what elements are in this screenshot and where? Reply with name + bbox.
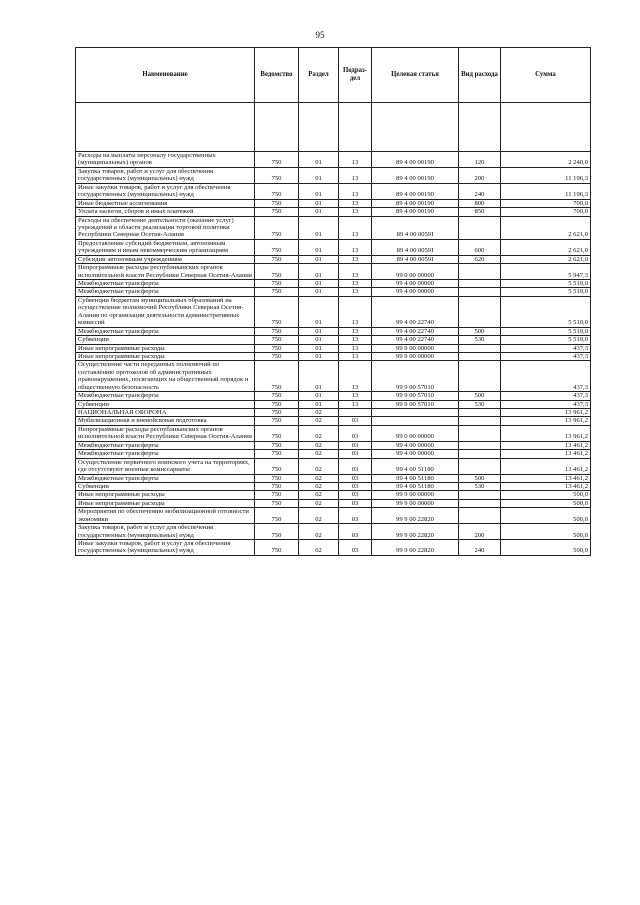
row-amount: 11 196,3: [501, 183, 591, 199]
row-section: 01: [299, 199, 339, 207]
table-row: [76, 482, 591, 490]
row-subsection: 03: [339, 499, 372, 507]
row-section: 02: [299, 425, 339, 441]
row-section: 01: [299, 167, 339, 183]
row-department: 750: [255, 255, 299, 263]
row-subsection: 13: [339, 280, 372, 288]
row-department: 750: [255, 239, 299, 255]
header-subsection: Подраз-дел: [339, 48, 372, 103]
budget-table: [75, 47, 591, 556]
table-row: [76, 183, 591, 199]
row-subsection: 13: [339, 216, 372, 239]
row-subsection: 13: [339, 152, 372, 168]
row-name: Мобилизационная и вневойсковая подготовка: [76, 417, 255, 425]
table-row: [76, 450, 591, 458]
row-target-article: 99 9 00 22820: [372, 540, 459, 556]
row-expense-type: [459, 491, 501, 499]
header-expense-type: Вид расхода: [459, 48, 501, 103]
row-expense-type: 500: [459, 474, 501, 482]
row-expense-type: 850: [459, 208, 501, 216]
row-target-article: 99 4 00 51180: [372, 482, 459, 490]
row-amount: 13 961,2: [501, 417, 591, 425]
row-section: 01: [299, 352, 339, 360]
row-name: Межбюджетные трансферты: [76, 450, 255, 458]
row-department: 750: [255, 540, 299, 556]
row-target-article: 99 4 00 51180: [372, 474, 459, 482]
row-amount: 437,3: [501, 361, 591, 392]
row-subsection: 03: [339, 474, 372, 482]
row-subsection: 13: [339, 327, 372, 335]
row-department: 750: [255, 499, 299, 507]
table-row: [76, 255, 591, 263]
row-expense-type: [459, 425, 501, 441]
row-subsection: 13: [339, 208, 372, 216]
row-target-article: 99 0 00 00000: [372, 264, 459, 280]
row-department: 750: [255, 491, 299, 499]
row-expense-type: 500: [459, 327, 501, 335]
row-department: 750: [255, 208, 299, 216]
row-department: 750: [255, 183, 299, 199]
row-name: Мероприятия по обеспечению мобилизационной готовности экономики: [76, 508, 255, 524]
row-section: 02: [299, 450, 339, 458]
table-row: [76, 167, 591, 183]
row-name: Субсидии автономным учреждениям: [76, 255, 255, 263]
row-subsection: 03: [339, 540, 372, 556]
row-subsection: 13: [339, 352, 372, 360]
row-name: Расходы на выплаты персоналу государственных (муниципальных) органов: [76, 152, 255, 168]
row-name: Межбюджетные трансферты: [76, 392, 255, 400]
row-name: Иные непрограммные расходы: [76, 491, 255, 499]
row-name: Иные непрограммные расходы: [76, 344, 255, 352]
table-row: [76, 458, 591, 474]
row-expense-type: [459, 288, 501, 296]
row-section: 01: [299, 288, 339, 296]
row-department: 750: [255, 474, 299, 482]
row-amount: 5 510,0: [501, 327, 591, 335]
row-expense-type: 240: [459, 183, 501, 199]
table-row: [76, 344, 591, 352]
row-amount: 5 510,0: [501, 280, 591, 288]
table-row: [76, 491, 591, 499]
row-section: 01: [299, 239, 339, 255]
row-subsection: 03: [339, 425, 372, 441]
row-subsection: 13: [339, 344, 372, 352]
table-row: [76, 352, 591, 360]
row-expense-type: [459, 264, 501, 280]
row-section: 01: [299, 152, 339, 168]
row-expense-type: [459, 280, 501, 288]
row-target-article: 99 9 00 57010: [372, 392, 459, 400]
row-name: Предоставление субсидий бюджетным, автономным учреждениям и иным некоммерческим организациям: [76, 239, 255, 255]
row-section: 01: [299, 361, 339, 392]
row-amount: 437,3: [501, 400, 591, 408]
row-amount: 5 510,0: [501, 288, 591, 296]
row-department: 750: [255, 508, 299, 524]
row-section: 02: [299, 540, 339, 556]
row-expense-type: 200: [459, 524, 501, 540]
row-expense-type: [459, 344, 501, 352]
row-amount: 13 461,2: [501, 458, 591, 474]
row-name: Субвенции: [76, 482, 255, 490]
row-department: 750: [255, 327, 299, 335]
row-amount: 13 961,2: [501, 409, 591, 417]
row-target-article: 99 9 00 22820: [372, 508, 459, 524]
row-target-article: 99 9 00 00000: [372, 344, 459, 352]
row-subsection: [339, 409, 372, 417]
row-name: Уплата налогов, сборов и иных платежей: [76, 208, 255, 216]
row-department: 750: [255, 482, 299, 490]
row-expense-type: [459, 458, 501, 474]
row-amount: 2 621,0: [501, 255, 591, 263]
row-expense-type: 200: [459, 167, 501, 183]
row-target-article: 99 4 00 00000: [372, 450, 459, 458]
row-section: 01: [299, 327, 339, 335]
row-name: Непрограммные расходы республиканских органов исполнительной власти Республики Северная Осетия-Алания: [76, 425, 255, 441]
row-name: Межбюджетные трансферты: [76, 327, 255, 335]
row-amount: 2 621,0: [501, 216, 591, 239]
row-name: Непрограммные расходы республиканских органов исполнительной власти Республики Северная Осетия-Алания: [76, 264, 255, 280]
row-target-article: 89 4 00 00190: [372, 152, 459, 168]
row-subsection: 03: [339, 458, 372, 474]
row-subsection: 13: [339, 336, 372, 344]
row-department: 750: [255, 288, 299, 296]
table-row: [76, 239, 591, 255]
row-target-article: 99 4 00 00000: [372, 441, 459, 449]
header-row: [76, 48, 591, 103]
row-department: 750: [255, 352, 299, 360]
header-department: Ведомство: [255, 48, 299, 103]
row-name: Субвенции: [76, 336, 255, 344]
row-name: Субвенции: [76, 400, 255, 408]
row-section: 01: [299, 296, 339, 327]
row-subsection: 03: [339, 450, 372, 458]
row-amount: 500,0: [501, 508, 591, 524]
row-name: Иные непрограммные расходы: [76, 499, 255, 507]
row-subsection: 03: [339, 417, 372, 425]
row-section: 01: [299, 208, 339, 216]
row-expense-type: 530: [459, 482, 501, 490]
row-department: 750: [255, 336, 299, 344]
row-name: Межбюджетные трансферты: [76, 288, 255, 296]
row-subsection: 13: [339, 400, 372, 408]
table-row: [76, 425, 591, 441]
row-department: 750: [255, 524, 299, 540]
row-department: 750: [255, 400, 299, 408]
table-row: [76, 400, 591, 408]
row-target-article: 99 9 00 57010: [372, 400, 459, 408]
row-target-article: 99 4 00 00000: [372, 280, 459, 288]
row-target-article: 89 4 00 00190: [372, 199, 459, 207]
row-target-article: 89 4 00 0059I: [372, 255, 459, 263]
row-amount: 5 510,0: [501, 336, 591, 344]
row-subsection: 13: [339, 264, 372, 280]
table-row: [76, 336, 591, 344]
row-amount: 500,0: [501, 491, 591, 499]
row-amount: 5 510,0: [501, 296, 591, 327]
row-amount: 11 196,3: [501, 167, 591, 183]
row-amount: 437,3: [501, 352, 591, 360]
row-name: Межбюджетные трансферты: [76, 441, 255, 449]
row-subsection: 13: [339, 199, 372, 207]
table-row: [76, 392, 591, 400]
table-row: [76, 499, 591, 507]
table-row: [76, 288, 591, 296]
row-department: 750: [255, 361, 299, 392]
row-name: Иные закупки товаров, работ и услуг для обеспечения государственных (муниципальных) нужд: [76, 540, 255, 556]
row-subsection: 03: [339, 524, 372, 540]
row-expense-type: [459, 361, 501, 392]
row-target-article: 99 4 00 22740: [372, 296, 459, 327]
row-expense-type: 530: [459, 336, 501, 344]
row-expense-type: 800: [459, 199, 501, 207]
row-target-article: 99 0 00 00000: [372, 425, 459, 441]
row-amount: 500,0: [501, 524, 591, 540]
row-section: 01: [299, 216, 339, 239]
row-section: 01: [299, 280, 339, 288]
table-row: [76, 327, 591, 335]
table-row: [76, 508, 591, 524]
row-section: 02: [299, 474, 339, 482]
row-name: Иные бюджетные ассигнования: [76, 199, 255, 207]
row-department: 750: [255, 425, 299, 441]
row-expense-type: 240: [459, 540, 501, 556]
row-amount: 437,3: [501, 344, 591, 352]
page-number: 95: [315, 30, 325, 40]
row-section: 02: [299, 409, 339, 417]
row-name: Расходы на обеспечение деятельности (оказание услуг) учреждений в области реализации торговой политики Республики Северная Осетия-Алания: [76, 216, 255, 239]
row-department: 750: [255, 296, 299, 327]
row-section: 02: [299, 491, 339, 499]
row-target-article: 99 9 00 57010: [372, 361, 459, 392]
row-expense-type: 500: [459, 392, 501, 400]
row-name: Закупка товаров, работ и услуг для обеспечения государственных (муниципальных) нужд: [76, 167, 255, 183]
row-target-article: [372, 409, 459, 417]
row-name: Осуществление части переданных полномочий по составлению протоколов об административных правонарушениях, посягающих на общественный порядок и общественную безопасность: [76, 361, 255, 392]
table-row: [76, 152, 591, 168]
row-section: 02: [299, 508, 339, 524]
row-name: Иные непрограммные расходы: [76, 352, 255, 360]
row-department: 750: [255, 458, 299, 474]
row-amount: 437,3: [501, 392, 591, 400]
row-expense-type: [459, 499, 501, 507]
row-target-article: 99 4 00 22740: [372, 336, 459, 344]
row-target-article: 89 4 00 0059I: [372, 216, 459, 239]
row-department: 750: [255, 392, 299, 400]
row-section: 01: [299, 336, 339, 344]
row-target-article: 99 4 00 51180: [372, 458, 459, 474]
header-section: Раздел: [299, 48, 339, 103]
row-section: 01: [299, 344, 339, 352]
table-row: [76, 474, 591, 482]
table-row: [76, 417, 591, 425]
row-subsection: 13: [339, 288, 372, 296]
table-row: [76, 264, 591, 280]
row-name: Иные закупки товаров, работ и услуг для обеспечения государственных (муниципальных) нужд: [76, 183, 255, 199]
row-department: 750: [255, 441, 299, 449]
row-name: Межбюджетные трансферты: [76, 280, 255, 288]
table-row: [76, 208, 591, 216]
row-subsection: 03: [339, 508, 372, 524]
row-subsection: 13: [339, 361, 372, 392]
row-amount: 13 461,2: [501, 474, 591, 482]
row-target-article: 99 9 00 00000: [372, 352, 459, 360]
row-subsection: 13: [339, 255, 372, 263]
row-amount: 700,0: [501, 208, 591, 216]
table-row: [76, 216, 591, 239]
row-target-article: 99 9 00 22820: [372, 524, 459, 540]
row-section: 01: [299, 400, 339, 408]
table-row: [76, 280, 591, 288]
header-amount: Сумма: [501, 48, 591, 103]
header-name: Наименование: [76, 48, 255, 103]
row-department: 750: [255, 167, 299, 183]
row-target-article: 99 9 00 00000: [372, 499, 459, 507]
row-expense-type: [459, 296, 501, 327]
row-section: 02: [299, 524, 339, 540]
spacer-row: [76, 103, 591, 152]
row-expense-type: 600: [459, 239, 501, 255]
row-department: 750: [255, 409, 299, 417]
row-amount: 2 240,0: [501, 152, 591, 168]
row-amount: 13 961,2: [501, 425, 591, 441]
table-row: [76, 540, 591, 556]
row-target-article: [372, 417, 459, 425]
table-row: [76, 441, 591, 449]
row-section: 01: [299, 392, 339, 400]
row-subsection: 03: [339, 482, 372, 490]
row-target-article: 89 4 00 00190: [372, 183, 459, 199]
row-expense-type: [459, 450, 501, 458]
table-row: [76, 361, 591, 392]
row-subsection: 13: [339, 392, 372, 400]
row-section: 02: [299, 417, 339, 425]
row-department: 750: [255, 216, 299, 239]
row-section: 01: [299, 183, 339, 199]
table-row: [76, 199, 591, 207]
row-expense-type: [459, 441, 501, 449]
row-subsection: 03: [339, 491, 372, 499]
row-expense-type: 620: [459, 255, 501, 263]
row-section: 01: [299, 255, 339, 263]
row-amount: 2 621,0: [501, 239, 591, 255]
row-expense-type: [459, 508, 501, 524]
row-department: 750: [255, 344, 299, 352]
row-amount: 13 461,2: [501, 450, 591, 458]
row-subsection: 13: [339, 183, 372, 199]
table-row: [76, 524, 591, 540]
row-name: Закупка товаров, работ и услуг для обеспечения государственных (муниципальных) нужд: [76, 524, 255, 540]
row-department: 750: [255, 450, 299, 458]
row-department: 750: [255, 264, 299, 280]
row-target-article: 99 9 00 00000: [372, 491, 459, 499]
row-expense-type: 530: [459, 400, 501, 408]
row-subsection: 13: [339, 239, 372, 255]
row-target-article: 89 4 00 00190: [372, 167, 459, 183]
row-expense-type: [459, 352, 501, 360]
row-department: 750: [255, 280, 299, 288]
row-amount: 13 461,2: [501, 482, 591, 490]
row-department: 750: [255, 152, 299, 168]
row-amount: 500,0: [501, 540, 591, 556]
row-department: 750: [255, 417, 299, 425]
row-amount: 500,0: [501, 499, 591, 507]
row-target-article: 99 4 00 00000: [372, 288, 459, 296]
row-section: 02: [299, 441, 339, 449]
row-name: Межбюджетные трансферты: [76, 474, 255, 482]
row-section: 02: [299, 499, 339, 507]
row-subsection: 13: [339, 167, 372, 183]
row-expense-type: [459, 417, 501, 425]
row-name: НАЦИОНАЛЬНАЯ ОБОРОНА: [76, 409, 255, 417]
row-section: 02: [299, 482, 339, 490]
row-target-article: 89 4 00 00190: [372, 208, 459, 216]
row-name: Осуществление первичного воинского учета на территориях, где отсутствуют военные комиссариаты: [76, 458, 255, 474]
row-amount: 700,0: [501, 199, 591, 207]
row-amount: 13 461,2: [501, 441, 591, 449]
row-expense-type: [459, 216, 501, 239]
row-section: 01: [299, 264, 339, 280]
row-section: 02: [299, 458, 339, 474]
row-target-article: 89 4 00 0059I: [372, 239, 459, 255]
table-row: [76, 296, 591, 327]
header-target-article: Целевая статья: [372, 48, 459, 103]
row-name: Субвенции бюджетам муниципальных образований на осуществление полномочий Республики Северная Осетия-Алания по организации деятельности административных комиссий: [76, 296, 255, 327]
row-subsection: 03: [339, 441, 372, 449]
row-expense-type: [459, 409, 501, 417]
row-amount: 5 947,3: [501, 264, 591, 280]
table-row: [76, 409, 591, 417]
row-department: 750: [255, 199, 299, 207]
row-expense-type: 120: [459, 152, 501, 168]
row-subsection: 13: [339, 296, 372, 327]
row-target-article: 99 4 00 22740: [372, 327, 459, 335]
